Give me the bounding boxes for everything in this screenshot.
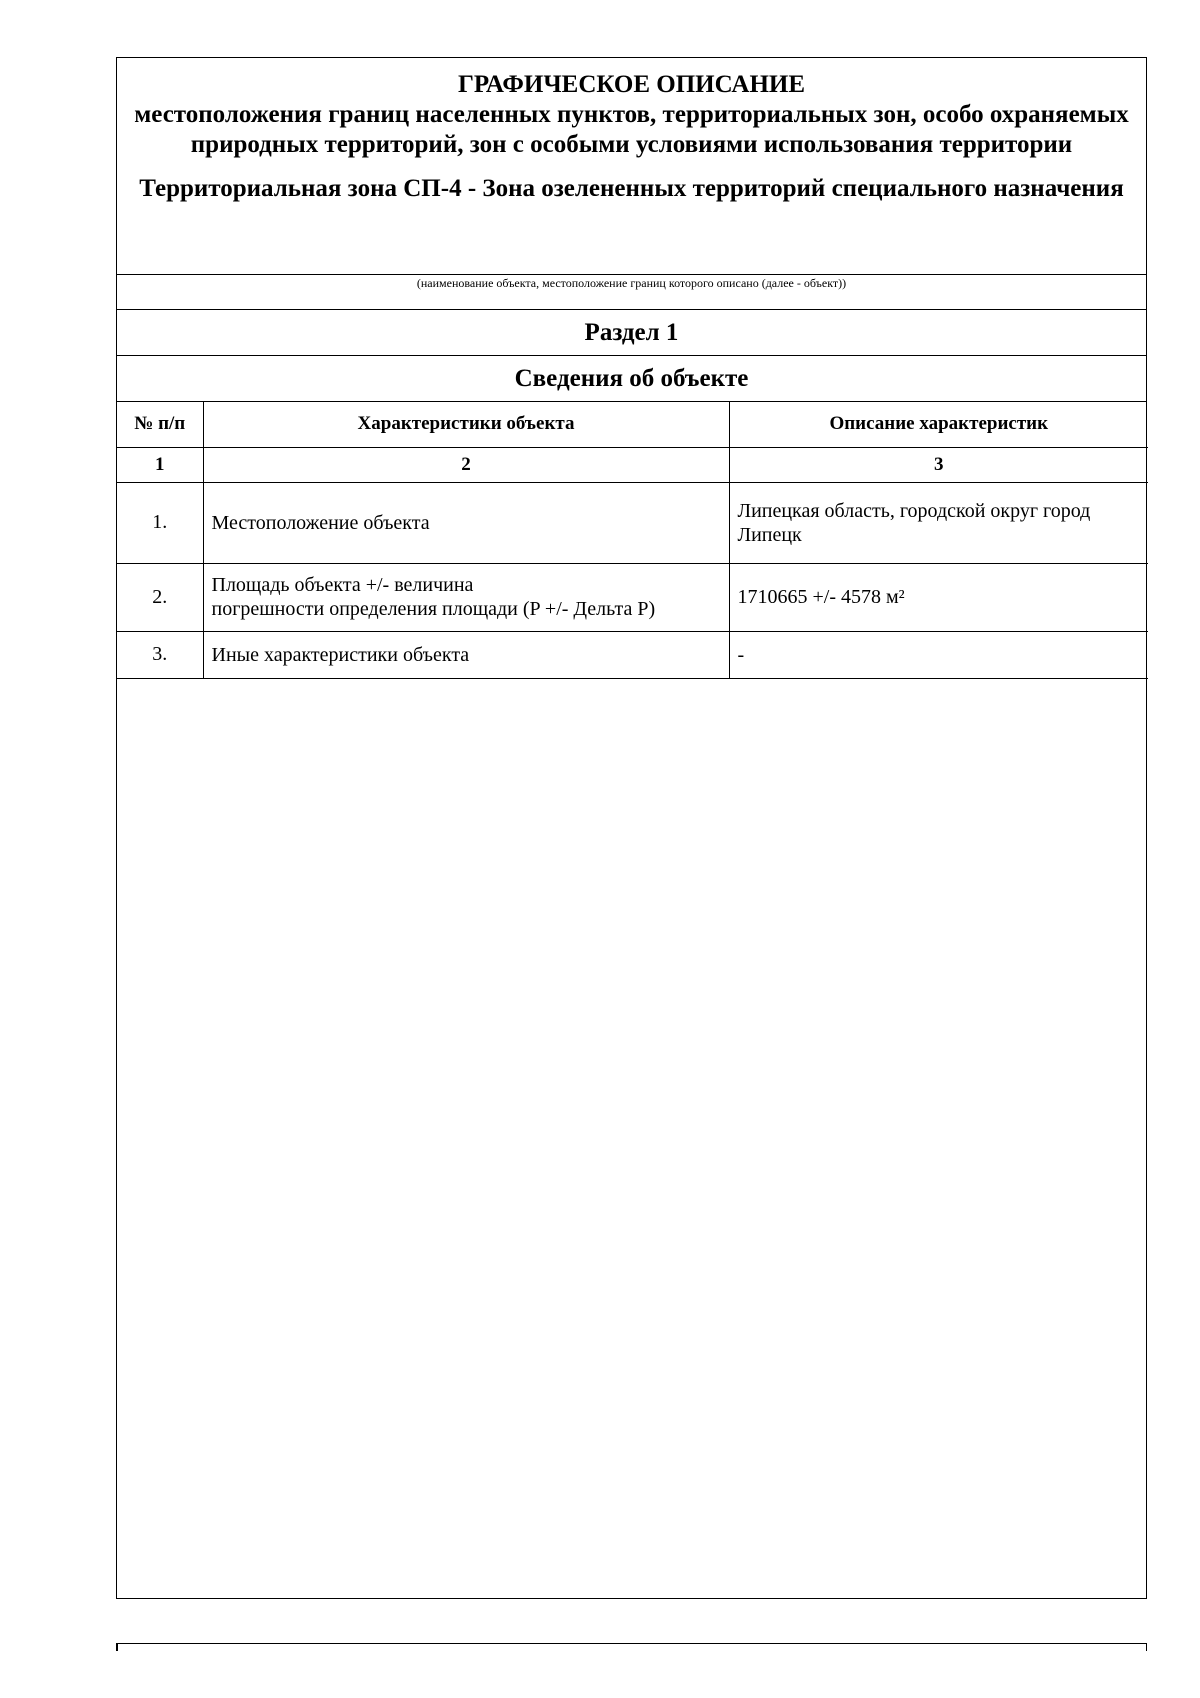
table-row (117, 482, 1148, 563)
row-characteristic-line: Площадь объекта +/- величина (211, 574, 474, 596)
object-caption: (наименование объекта, местоположение границ которого описано (далее - объект)) (117, 275, 1146, 310)
document-subtitle: местоположения границ населенных пунктов, территориальных зон, особо охраняемых природных территорий, зон с особыми условиями использования территории (134, 101, 1129, 158)
table-row (117, 631, 1148, 678)
row-number: 1. (117, 482, 203, 563)
row-description: Липецкая область, городской округ город Липецк (729, 482, 1148, 563)
row-description: - (729, 631, 1148, 678)
row-characteristic: Иные характеристики объекта (203, 631, 729, 678)
document-frame (116, 57, 1147, 1599)
header-description: Описание характеристик (729, 402, 1148, 447)
header-number: № п/п (117, 402, 203, 447)
document-header (117, 58, 1146, 275)
column-number-row (117, 447, 1148, 482)
object-info-table (117, 402, 1148, 679)
section-title: Раздел 1 (117, 310, 1146, 356)
section-subtitle: Сведения об объекте (117, 356, 1146, 402)
header-characteristic: Характеристики объекта (203, 402, 729, 447)
zone-name: Территориальная зона СП-4 - Зона озелененных территорий специального назначения (139, 175, 1124, 202)
next-page-frame-edge (116, 1643, 1147, 1651)
row-number: 3. (117, 631, 203, 678)
row-characteristic (203, 563, 729, 631)
document-title: ГРАФИЧЕСКОЕ ОПИСАНИЕ (457, 71, 806, 98)
column-number-3: 3 (729, 447, 1148, 482)
row-characteristic-line: погрешности определения площади (P +/- Дельта P) (211, 598, 656, 620)
table-row (117, 563, 1148, 631)
row-number: 2. (117, 563, 203, 631)
row-description: 1710665 +/- 4578 м² (729, 563, 1148, 631)
table-header-row (117, 402, 1148, 447)
column-number-2: 2 (203, 447, 729, 482)
column-number-1: 1 (117, 447, 203, 482)
row-characteristic: Местоположение объекта (203, 482, 729, 563)
